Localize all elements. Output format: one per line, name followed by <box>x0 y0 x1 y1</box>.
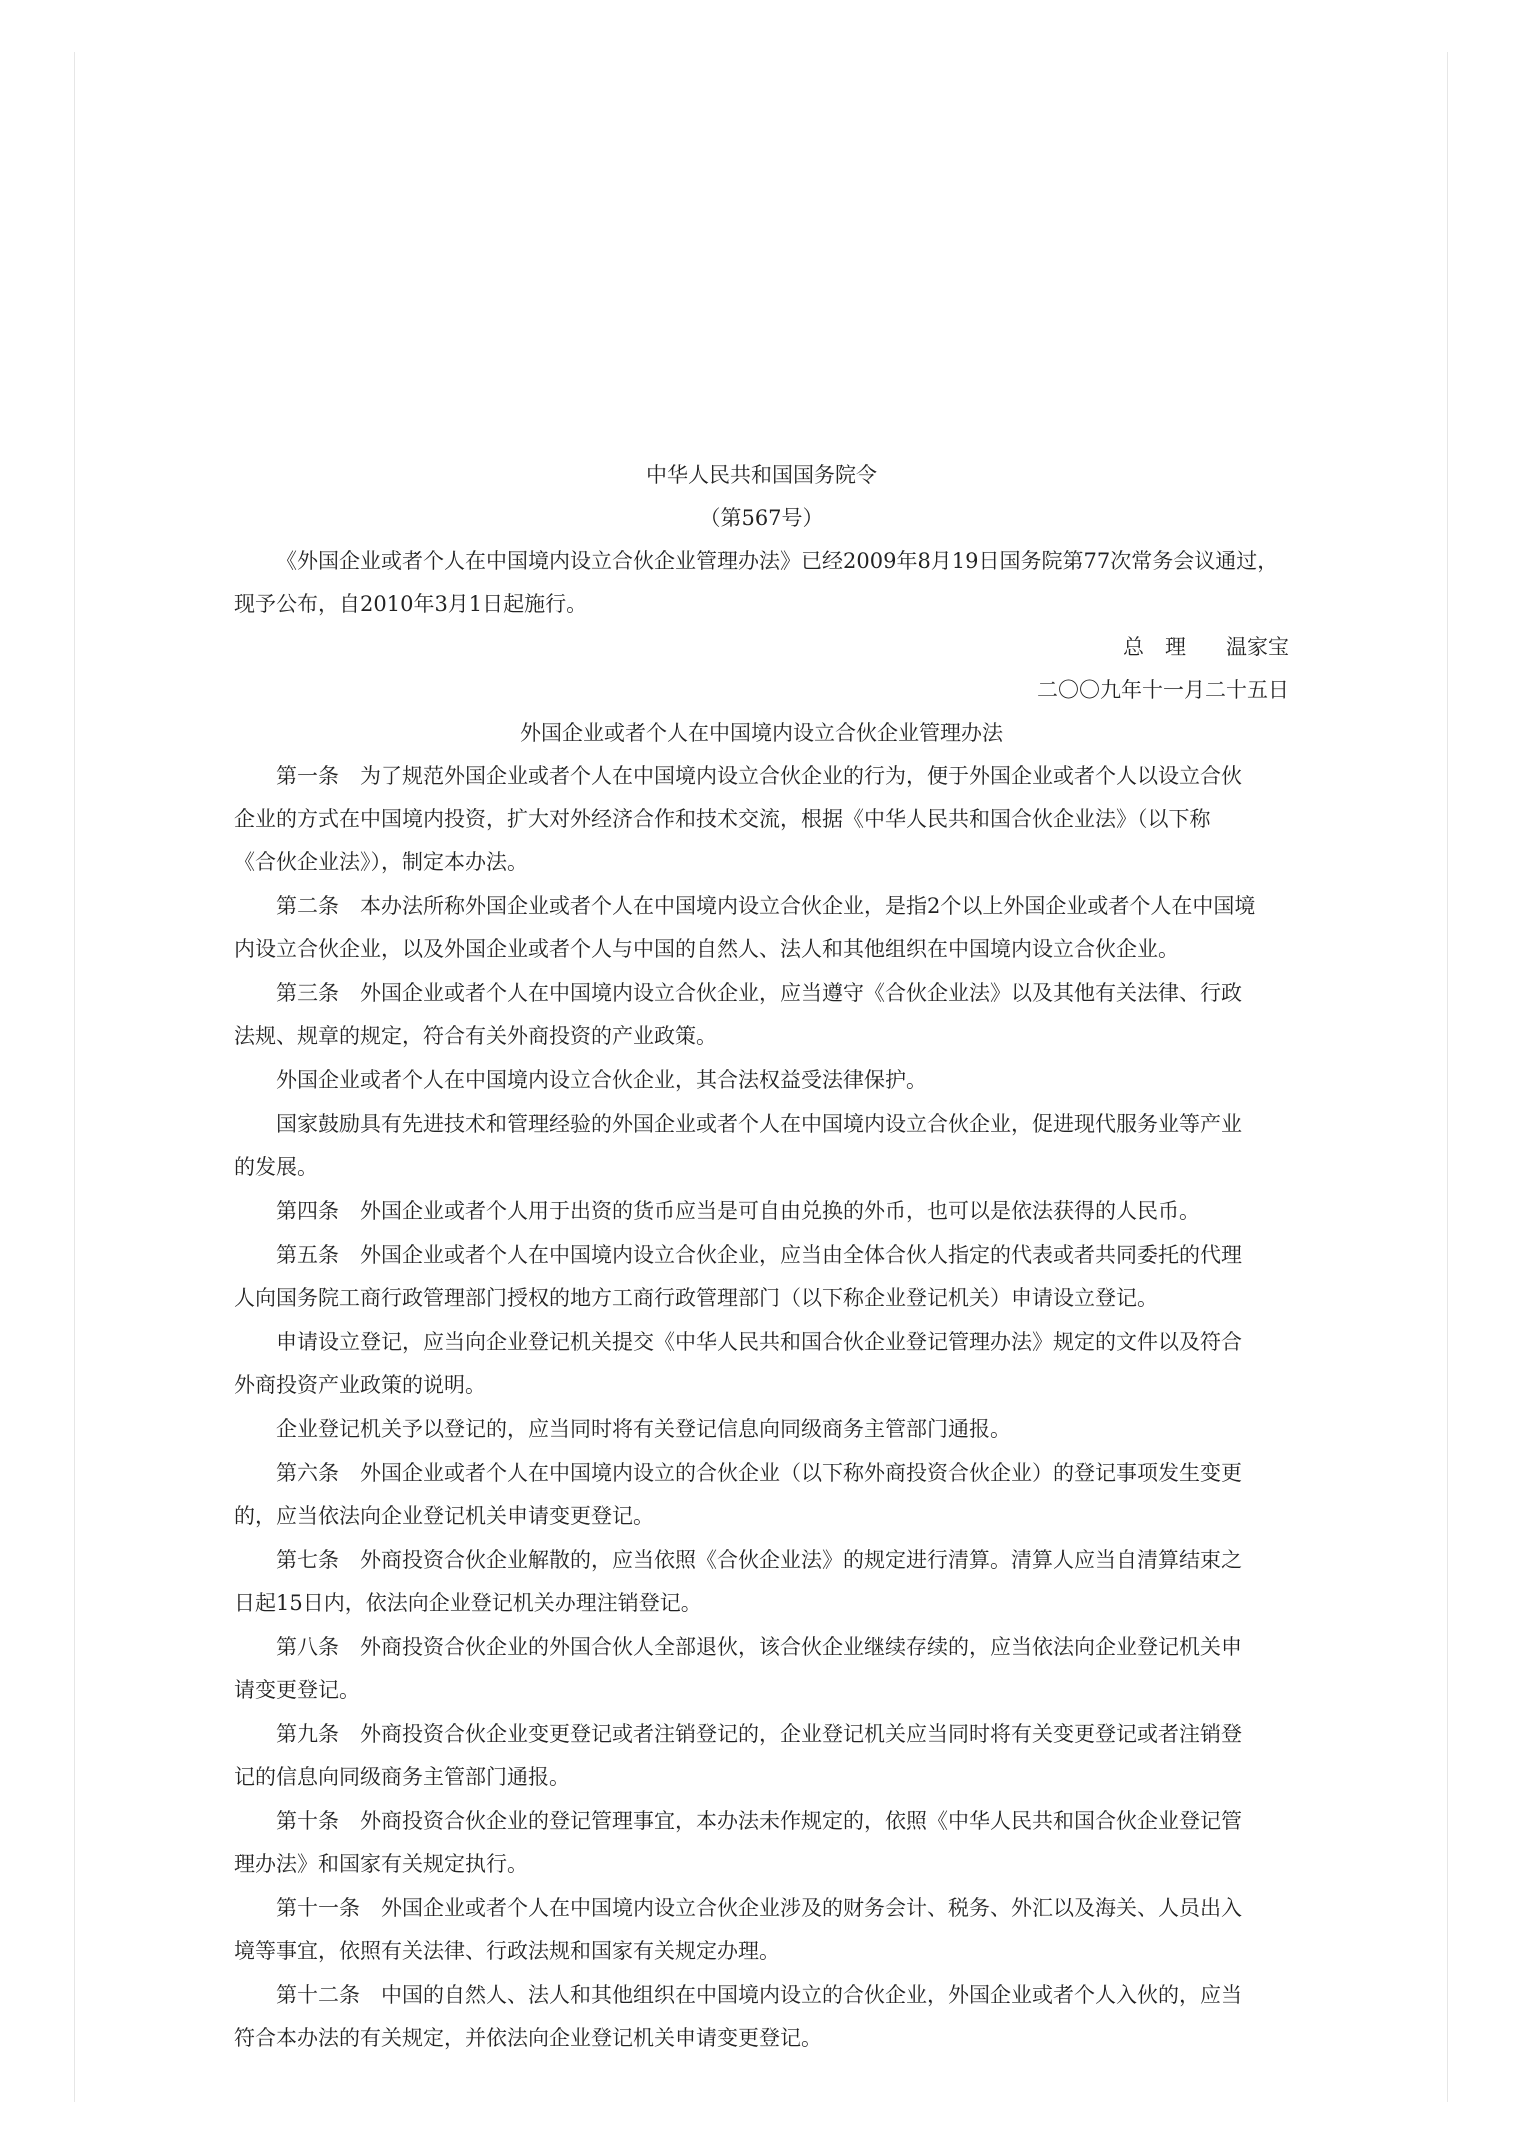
paragraph-line: 外国企业或者个人在中国境内设立合伙企业，其合法权益受法律保护。 <box>276 1068 927 1092</box>
paragraph-line: 第十二条 中国的自然人、法人和其他组织在中国境内设立的合伙企业，外国企业或者个人入伙的，应当 <box>276 1983 1242 2007</box>
paragraph <box>234 1408 1289 1451</box>
document-body <box>234 454 1289 2060</box>
paragraph <box>234 885 1289 971</box>
paragraph <box>234 1800 1289 1886</box>
page-left-border <box>74 52 75 2102</box>
paragraph <box>234 1190 1289 1233</box>
paragraph-line: 企业的方式在中国境内投资，扩大对外经济合作和技术交流，根据《中华人民共和国合伙企业法》（以下称 <box>234 807 1211 831</box>
paragraph <box>234 1452 1289 1538</box>
signature-role: 总 理 <box>1123 635 1186 659</box>
paragraph-line: 第十一条 外国企业或者个人在中国境内设立合伙企业涉及的财务会计、税务、外汇以及海关、人员出入 <box>276 1896 1242 1920</box>
paragraph-line: 理办法》和国家有关规定执行。 <box>234 1852 528 1876</box>
paragraph-line: 第八条 外商投资合伙企业的外国合伙人全部退伙，该合伙企业继续存续的，应当依法向企业登记机关申 <box>276 1635 1242 1659</box>
paragraph-line: 境等事宜，依照有关法律、行政法规和国家有关规定办理。 <box>234 1939 780 1963</box>
paragraph-line: 第一条 为了规范外国企业或者个人在中国境内设立合伙企业的行为，便于外国企业或者个人以设立合伙 <box>276 764 1242 788</box>
paragraph <box>234 1059 1289 1102</box>
paragraph-line: 第七条 外商投资合伙企业解散的，应当依照《合伙企业法》的规定进行清算。清算人应当自清算结束之 <box>276 1548 1242 1572</box>
paragraph-line: 符合本办法的有关规定，并依法向企业登记机关申请变更登记。 <box>234 2026 822 2050</box>
paragraph <box>234 755 1289 884</box>
paragraph-line: 企业登记机关予以登记的，应当同时将有关登记信息向同级商务主管部门通报。 <box>276 1417 1011 1441</box>
order-title: 中华人民共和国国务院令 <box>646 463 877 487</box>
paragraph-line: 申请设立登记，应当向企业登记机关提交《中华人民共和国合伙企业登记管理办法》规定的文件以及符合 <box>276 1330 1242 1354</box>
order-number: （第567号） <box>699 506 824 530</box>
paragraph <box>234 1887 1289 1973</box>
paragraph-line: 的发展。 <box>234 1155 318 1179</box>
paragraph-line: 内设立合伙企业，以及外国企业或者个人与中国的自然人、法人和其他组织在中国境内设立合伙企业。 <box>234 937 1179 961</box>
paragraph-line: 第十条 外商投资合伙企业的登记管理事宜，本办法未作规定的，依照《中华人民共和国合伙企业登记管 <box>276 1809 1242 1833</box>
paragraph-line: 《合伙企业法》），制定本办法。 <box>234 850 528 874</box>
paragraph <box>234 1321 1289 1407</box>
paragraph-line: 第六条 外国企业或者个人在中国境内设立的合伙企业（以下称外商投资合伙企业）的登记事项发生变更 <box>276 1461 1242 1485</box>
paragraph <box>234 1103 1289 1189</box>
paragraph-line: 的，应当依法向企业登记机关申请变更登记。 <box>234 1504 654 1528</box>
signature-name: 温家宝 <box>1226 635 1289 659</box>
paragraph <box>234 1234 1289 1320</box>
paragraph-line: 外商投资产业政策的说明。 <box>234 1373 486 1397</box>
decree-text-line-2: 现予公布，自2010年3月1日起施行。 <box>234 592 588 616</box>
page-right-border <box>1447 52 1448 2102</box>
paragraph-line: 第二条 本办法所称外国企业或者个人在中国境内设立合伙企业，是指2个以上外国企业或者个人在中国境 <box>276 894 1256 918</box>
paragraph-line: 人向国务院工商行政管理部门授权的地方工商行政管理部门（以下称企业登记机关）申请设立登记。 <box>234 1286 1158 1310</box>
signature <box>234 626 1289 669</box>
decree-date: 二〇〇九年十一月二十五日 <box>1037 678 1289 702</box>
paragraph-line: 日起15日内，依法向企业登记机关办理注销登记。 <box>234 1591 702 1615</box>
regulation-articles <box>234 755 1289 2060</box>
paragraph <box>234 1713 1289 1799</box>
paragraph <box>234 1539 1289 1625</box>
paragraph-line: 记的信息向同级商务主管部门通报。 <box>234 1765 570 1789</box>
paragraph-line: 第四条 外国企业或者个人用于出资的货币应当是可自由兑换的外币，也可以是依法获得的人民币。 <box>276 1199 1200 1223</box>
paragraph <box>234 972 1289 1058</box>
paragraph <box>234 1974 1289 2060</box>
paragraph-line: 国家鼓励具有先进技术和管理经验的外国企业或者个人在中国境内设立合伙企业，促进现代服务业等产业 <box>276 1112 1242 1136</box>
paragraph-line: 第三条 外国企业或者个人在中国境内设立合伙企业，应当遵守《合伙企业法》以及其他有关法律、行政 <box>276 981 1242 1005</box>
decree-text-line-1: 《外国企业或者个人在中国境内设立合伙企业管理办法》已经2009年8月19日国务院第77次常务会议通过， <box>276 549 1279 573</box>
paragraph-line: 法规、规章的规定，符合有关外商投资的产业政策。 <box>234 1024 717 1048</box>
paragraph <box>234 1626 1289 1712</box>
paragraph-line: 第九条 外商投资合伙企业变更登记或者注销登记的，企业登记机关应当同时将有关变更登记或者注销登 <box>276 1722 1242 1746</box>
paragraph-line: 请变更登记。 <box>234 1678 360 1702</box>
regulation-title: 外国企业或者个人在中国境内设立合伙企业管理办法 <box>520 721 1003 745</box>
paragraph-line: 第五条 外国企业或者个人在中国境内设立合伙企业，应当由全体合伙人指定的代表或者共同委托的代理 <box>276 1243 1242 1267</box>
